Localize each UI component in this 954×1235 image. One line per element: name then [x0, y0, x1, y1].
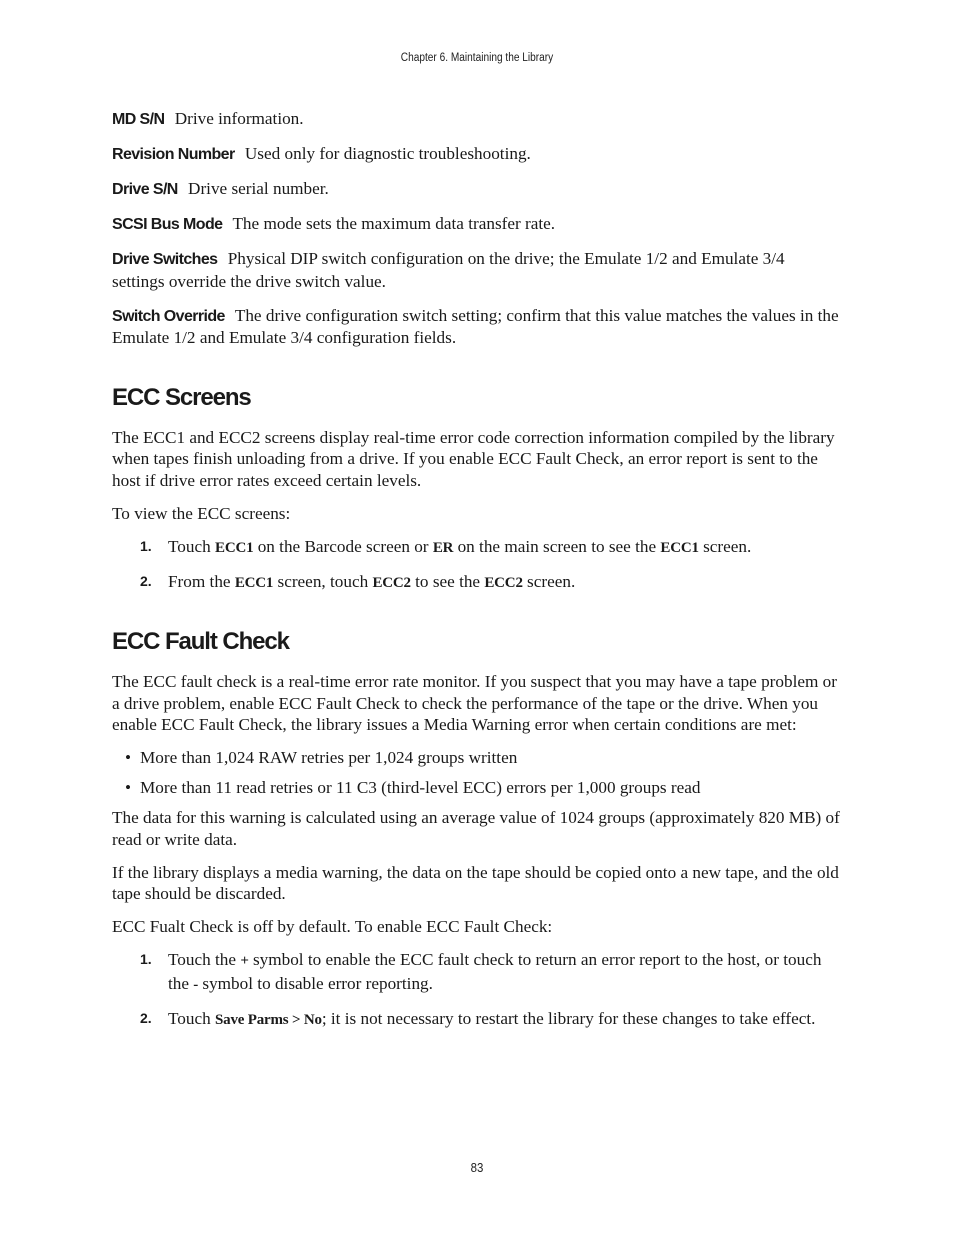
definition-item [112, 108, 840, 131]
page-content [112, 108, 840, 1043]
warning-conditions-list [112, 747, 840, 799]
step-text: on the Barcode screen or [253, 536, 433, 556]
ui-label-ecc1: ECC1 [234, 574, 274, 591]
definition-term: Switch Override [112, 307, 225, 325]
step-text: Touch [168, 1008, 216, 1028]
definition-term: MD S/N [112, 111, 165, 128]
ui-label-plus: + [240, 953, 249, 969]
ecc-fault-calculation: The data for this warning is calculated using an average value of 1024 groups (approximately 820 MB) of read or write data. [112, 808, 840, 849]
ui-label-ecc1: ECC1 [660, 539, 699, 556]
step-text: screen. [522, 571, 576, 591]
list-item [112, 777, 840, 799]
step-number: 1. [140, 537, 152, 554]
ecc-screens-lead: To view the ECC screens: [112, 503, 291, 523]
step-text: Touch [168, 536, 216, 556]
step-text: Touch the [168, 950, 241, 969]
ecc-fault-default-state: ECC Fualt Check is off by default. To enable ECC Fault Check: [112, 917, 553, 936]
step-text: ; it is not necessary to restart the library for these changes to take effect. [321, 1008, 816, 1028]
ecc-fault-media-warning: If the library displays a media warning, the data on the tape should be copied onto a new tape, and the old tape should be discarded. [112, 862, 839, 903]
step-text: screen, touch [273, 571, 373, 591]
list-item [112, 747, 840, 769]
ui-label-ecc2: ECC2 [372, 574, 411, 591]
step-item [112, 536, 840, 560]
ecc-fault-intro: The ECC fault check is a real-time error rate monitor. If you suspect that you may have a tape problem or a drive problem, enable ECC Fault Check to check the performance of the tape or the drive. When you enable ECC Fault Check, the library issues a Media Warning error when certain conditions are met: [112, 672, 837, 734]
definition-item [112, 305, 840, 349]
definition-term: Drive Switches [112, 251, 218, 268]
step-item [112, 1008, 840, 1032]
definition-item [112, 178, 840, 201]
definition-description: The drive configuration switch setting; confirm that this value matches the values in the Emulate 1/2 and Emulate 3/4 configuration fields. [112, 305, 839, 347]
definition-item [112, 213, 840, 236]
ecc-screens-steps [112, 536, 840, 595]
step-text: on the main screen to see the [453, 536, 661, 556]
definition-description: Physical DIP switch configuration on the drive; the Emulate 1/2 and Emulate 3/4 settings override the drive switch value. [112, 249, 785, 291]
step-text: symbol to disable error reporting. [198, 973, 433, 993]
step-text: From the [168, 571, 235, 591]
definition-description: Drive information. [174, 109, 304, 128]
bullet-icon: • [125, 748, 132, 767]
ui-label-er: ER [432, 539, 454, 556]
list-item-text: More than 11 read retries or 11 C3 (third-level ECC) errors per 1,000 groups read [140, 778, 701, 797]
ui-label-minus: - [193, 976, 199, 993]
ui-label-ecc2: ECC2 [484, 574, 523, 591]
definition-description: The mode sets the maximum data transfer rate. [232, 214, 556, 233]
step-number: 1. [140, 951, 152, 967]
ecc-screens-intro: The ECC1 and ECC2 screens display real-time error code correction information compiled by the library when tapes finish unloading from a drive. If you enable ECC Fault Check, an error report is sent to the host if drive error rates exceed certain levels. [112, 427, 835, 490]
list-item-text: More than 1,024 RAW retries per 1,024 groups written [140, 748, 518, 767]
section-heading-ecc-screens: ECC Screens [112, 383, 251, 411]
definition-list [112, 108, 840, 349]
page-number: 83 [470, 1160, 484, 1175]
definition-term: Drive S/N [112, 181, 178, 198]
ui-label-save-parms: Save Parms > No [215, 1011, 322, 1028]
bullet-icon: • [125, 778, 132, 797]
definition-description: Used only for diagnostic troubleshooting. [244, 144, 531, 163]
step-number: 2. [140, 572, 152, 589]
definition-description: Drive serial number. [188, 179, 329, 198]
running-header: Chapter 6. Maintaining the Library [400, 52, 554, 64]
step-item [112, 949, 840, 996]
section-heading-ecc-fault-check: ECC Fault Check [112, 628, 289, 655]
ui-label-ecc1: ECC1 [215, 539, 254, 556]
ecc-fault-steps [112, 949, 840, 1031]
definition-term: SCSI Bus Mode [112, 216, 223, 233]
step-number: 2. [140, 1009, 152, 1026]
definition-term: Revision Number [112, 146, 235, 163]
step-item [112, 571, 840, 595]
step-text: to see the [410, 571, 485, 591]
definition-item [112, 143, 840, 166]
step-text: screen. [698, 536, 752, 556]
step-text: symbol to enable the ECC fault check to return an error report to the host, or touch the [168, 950, 822, 993]
definition-item [112, 248, 840, 292]
